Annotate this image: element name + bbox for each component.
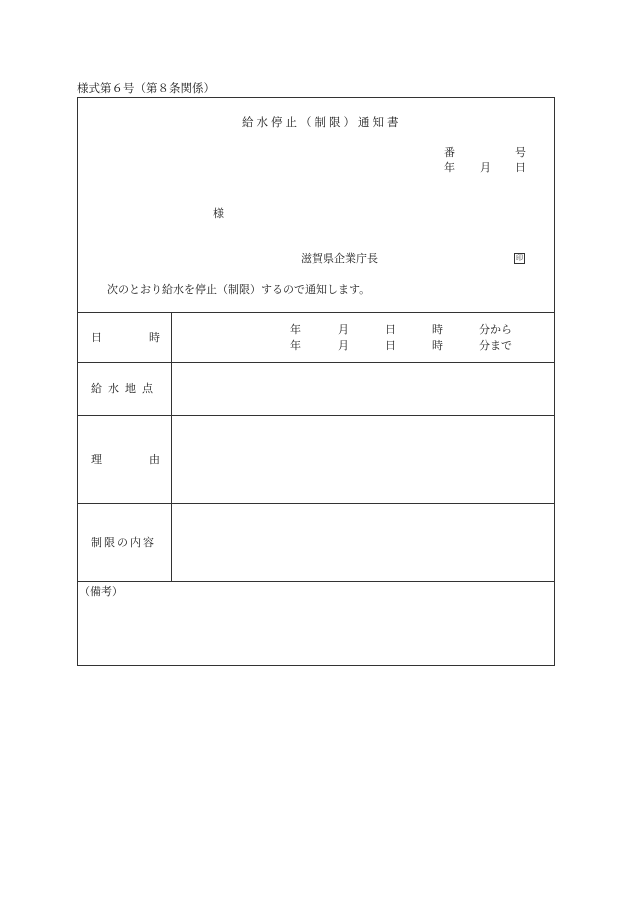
restriction-label: 制限の内容 [91, 536, 156, 549]
datetime-label-time: 時 [149, 331, 160, 344]
form-number-label: 様式第６号（第８条関係） [77, 81, 215, 95]
from-day: 日 [385, 323, 396, 336]
to-year: 年 [290, 339, 301, 352]
go-label: 号 [515, 146, 526, 159]
from-hour: 時 [432, 323, 443, 336]
from-month: 月 [338, 323, 349, 336]
to-day: 日 [385, 339, 396, 352]
from-minute-suffix: 分から [479, 323, 512, 336]
row-divider-location [78, 415, 554, 416]
date-day-label: 日 [515, 161, 526, 174]
remarks-label: （備考） [79, 585, 123, 598]
row-divider-reason [78, 503, 554, 504]
location-label: 給水地点 [91, 382, 159, 395]
header-divider [78, 312, 554, 313]
label-column-divider [171, 312, 172, 581]
issuer-name: 滋賀県企業庁長 [301, 252, 378, 265]
reason-label-yu: 由 [149, 453, 160, 466]
number-label: 番 [444, 146, 455, 159]
notice-text: 次のとおり給水を停止（制限）するので通知します。 [107, 283, 371, 296]
to-minute-suffix: 分まで [479, 339, 512, 352]
notice-form-frame [77, 97, 555, 666]
date-year-label: 年 [444, 161, 455, 174]
date-month-label: 月 [480, 161, 491, 174]
to-month: 月 [338, 339, 349, 352]
from-year: 年 [290, 323, 301, 336]
datetime-label-day: 日 [91, 331, 102, 344]
addressee-suffix: 様 [213, 207, 224, 220]
row-divider-datetime [78, 362, 554, 363]
document-title: 給水停止（制限）通知書 [242, 115, 402, 129]
seal-mark: 印 [516, 254, 523, 262]
row-divider-restriction [78, 581, 554, 582]
to-hour: 時 [432, 339, 443, 352]
reason-label-ri: 理 [91, 453, 102, 466]
